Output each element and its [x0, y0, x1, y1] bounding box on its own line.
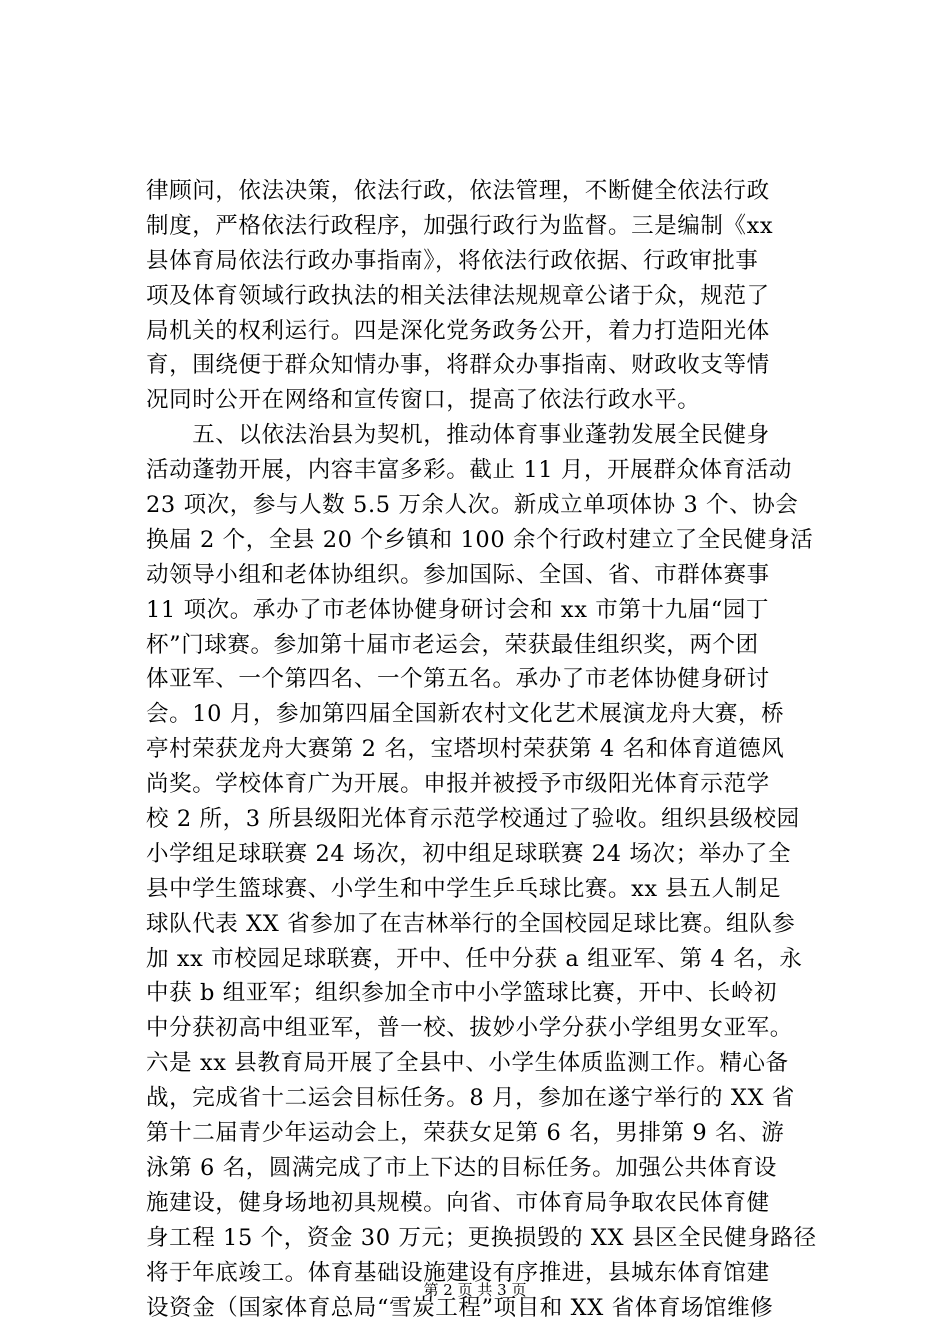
text-line: 动领导小组和老体协组织。参加国际、全国、省、市群体赛事 — [146, 561, 770, 588]
text-line: 设资金（国家体育总局“雪炭工程”项目和 XX 省体育场馆维修 — [146, 1294, 774, 1321]
text-line: 加 xx 市校园足球联赛，开中、任中分获 a 组亚军、第 4 名，永 — [146, 945, 803, 972]
text-line: 六是 xx 县教育局开展了全县中、小学生体质监测工作。精心备 — [146, 1050, 789, 1077]
text-line: 小学组足球联赛 24 场次，初中组足球联赛 24 场次；举办了全 — [146, 840, 792, 867]
text-line: 换届 2 个，全县 20 个乡镇和 100 余个行政村建立了全民健身活 — [146, 526, 814, 553]
text-line: 尚奖。学校体育广为开展。申报并被授予市级阳光体育示范学 — [146, 771, 770, 798]
text-line: 律顾问，依法决策，依法行政，依法管理，不断健全依法行政 — [146, 178, 770, 204]
text-line: 23 项次，参与人数 5.5 万余人次。新成立单项体协 3 个、协会 — [146, 492, 799, 519]
text-line: 施建设，健身场地初具规模。向省、市体育局争取农民体育健 — [146, 1189, 770, 1216]
text-line: 将于年底竣工。体育基础设施建设有序推进，县城东体育馆建 — [146, 1259, 770, 1286]
document-body — [146, 174, 822, 1325]
text-line: 第十二届青少年运动会上，荣获女足第 6 名，男排第 9 名、游 — [146, 1120, 785, 1147]
text-line: 亭村荣获龙舟大赛第 2 名，宝塔坝村荣获第 4 名和体育道德风 — [146, 736, 785, 763]
text-line: 县体育局依法行政办事指南》，将依法行政依据、行政审批事 — [146, 247, 759, 274]
text-line: 体亚军、一个第四名、一个第五名。承办了市老体协健身研讨 — [146, 666, 770, 693]
text-line: 制度，严格依法行政程序，加强行政行为监督。三是编制《xx — [146, 212, 774, 239]
text-line: 会。10 月，参加第四届全国新农村文化艺术展演龙舟大赛，桥 — [146, 701, 785, 728]
text-line: 身工程 15 个，资金 30 万元；更换损毁的 XX 县区全民健身路径 — [146, 1224, 817, 1251]
text-line: 11 项次。承办了市老体协健身研讨会和 xx 市第十九届“园丁 — [146, 596, 770, 623]
text-line: 局机关的权利运行。四是深化党务政务公开，着力打造阳光体 — [146, 317, 770, 344]
text-line: 杯”门球赛。参加第十届市老运会，荣获最佳组织奖，两个团 — [146, 631, 759, 658]
text-line: 战，完成省十二运会目标任务。8 月，参加在遂宁举行的 XX 省 — [146, 1085, 795, 1112]
page-number-footer: 第 2 页 共 3 页 — [423, 1281, 527, 1299]
text-line: 县中学生篮球赛、小学生和中学生乒乓球比赛。xx 县五人制足 — [146, 875, 781, 902]
text-line: 球队代表 XX 省参加了在吉林举行的全国校园足球比赛。组队参 — [146, 910, 796, 937]
text-line: 育，围绕便于群众知情办事，将群众办事指南、财政收支等情 — [146, 352, 770, 379]
text-line: 活动蓬勃开展，内容丰富多彩。截止 11 月，开展群众体育活动 — [146, 457, 792, 484]
text-line: 项及体育领域行政执法的相关法律法规规章公诸于众，规范了 — [146, 282, 770, 309]
text-line: 泳第 6 名，圆满完成了市上下达的目标任务。加强公共体育设 — [146, 1154, 778, 1181]
text-line: 校 2 所，3 所县级阳光体育示范学校通过了验收。组织县级校园 — [146, 806, 800, 833]
text-line: 五、以依法治县为契机，推动体育事业蓬勃发展全民健身 — [146, 422, 770, 449]
text-line: 中分获初高中组亚军，普一校、拔妙小学分获小学组男女亚军。 — [146, 1015, 793, 1042]
text-line: 中获 b 组亚军；组织参加全市中小学篮球比赛，开中、长岭初 — [146, 980, 778, 1007]
text-line: 况同时公开在网络和宣传窗口，提高了依法行政水平。 — [146, 387, 701, 414]
